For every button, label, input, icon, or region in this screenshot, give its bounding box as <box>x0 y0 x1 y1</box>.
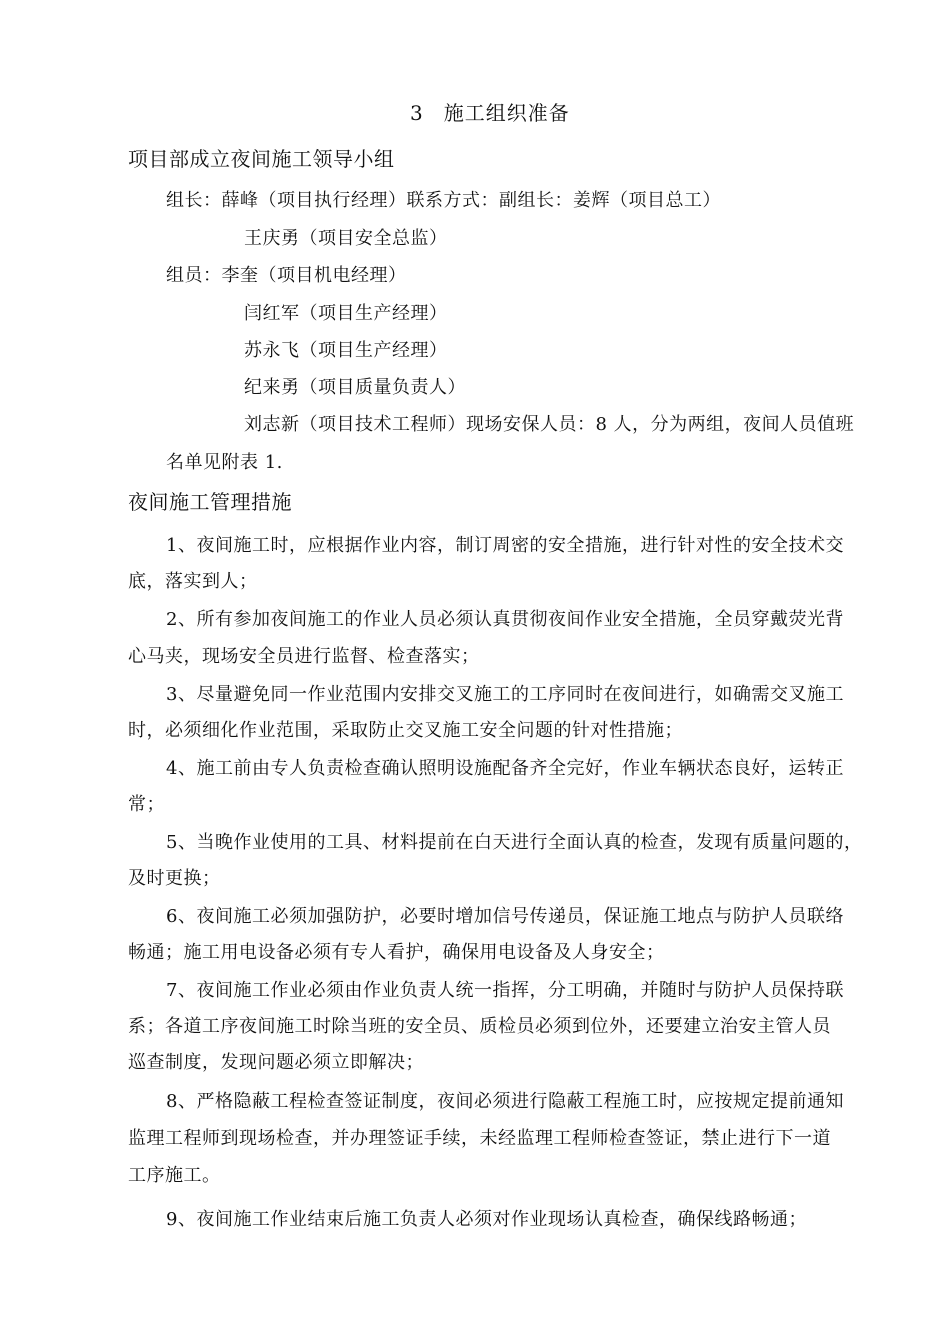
member-line: 刘志新（项目技术工程师）现场安保人员：8 人，分为两组，夜间人员值班 <box>244 414 855 435</box>
measure-line: 底，落实到人； <box>128 571 258 592</box>
measure-line: 7、夜间施工作业必须由作业负责人统一指挥，分工明确，并随时与防护人员保持联 <box>166 980 844 1001</box>
measure-line: 时，必须细化作业范围，采取防止交叉施工安全问题的针对性措施； <box>128 720 683 741</box>
measure-line: 8、严格隐蔽工程检查签证制度，夜间必须进行隐蔽工程施工时，应按规定提前通知 <box>166 1091 844 1112</box>
measure-line: 6、夜间施工必须加强防护，必要时增加信号传递员，保证施工地点与防护人员联络 <box>166 906 844 927</box>
title-text: 施工组织准备 <box>443 101 570 125</box>
section-heading-measures: 夜间施工管理措施 <box>128 490 292 514</box>
measure-line: 5、当晚作业使用的工具、材料提前在白天进行全面认真的检查，发现有质量问题的， <box>166 832 863 853</box>
measure-line: 心马夹，现场安全员进行监督、检查落实； <box>128 646 480 667</box>
member-line: 闫红军（项目生产经理） <box>244 303 448 324</box>
measure-line: 及时更换； <box>128 868 221 889</box>
measure-line: 4、施工前由专人负责检查确认照明设施配备齐全完好，作业车辆状态良好，运转正 <box>166 758 844 779</box>
measure-line: 9、夜间施工作业结束后施工负责人必须对作业现场认真检查，确保线路畅通； <box>166 1209 807 1230</box>
measure-line: 2、所有参加夜间施工的作业人员必须认真贯彻夜间作业安全措施，全员穿戴荧光背 <box>166 609 844 630</box>
measure-line: 工序施工。 <box>128 1165 221 1186</box>
member-line: 纪来勇（项目质量负责人） <box>244 377 466 398</box>
measure-line: 监理工程师到现场检查，并办理签证手续，未经监理工程师检查签证，禁止进行下一道 <box>128 1128 831 1149</box>
member-line: 组员：李奎（项目机电经理） <box>166 265 407 286</box>
measure-line: 3、尽量避免同一作业范围内安排交叉施工的工序同时在夜间进行，如确需交叉施工 <box>166 684 844 705</box>
member-line: 苏永飞（项目生产经理） <box>244 340 448 361</box>
measure-line: 1、夜间施工时，应根据作业内容，制订周密的安全措施，进行针对性的安全技术交 <box>166 535 844 556</box>
section-heading-leadership: 项目部成立夜间施工领导小组 <box>128 147 395 171</box>
member-line: 名单见附表 1. <box>166 452 283 473</box>
title-number: 3 <box>410 101 424 125</box>
page-title <box>410 101 570 125</box>
measure-line: 巡查制度，发现问题必须立即解决； <box>128 1052 424 1073</box>
measure-line: 畅通；施工用电设备必须有专人看护，确保用电设备及人身安全； <box>128 942 665 963</box>
member-line: 王庆勇（项目安全总监） <box>244 228 448 249</box>
leader-line: 组长：薛峰（项目执行经理）联系方式：副组长：姜辉（项目总工） <box>166 190 721 211</box>
measure-line: 系；各道工序夜间施工时除当班的安全员、质检员必须到位外，还要建立治安主管人员 <box>128 1016 831 1037</box>
measure-line: 常； <box>128 794 165 815</box>
